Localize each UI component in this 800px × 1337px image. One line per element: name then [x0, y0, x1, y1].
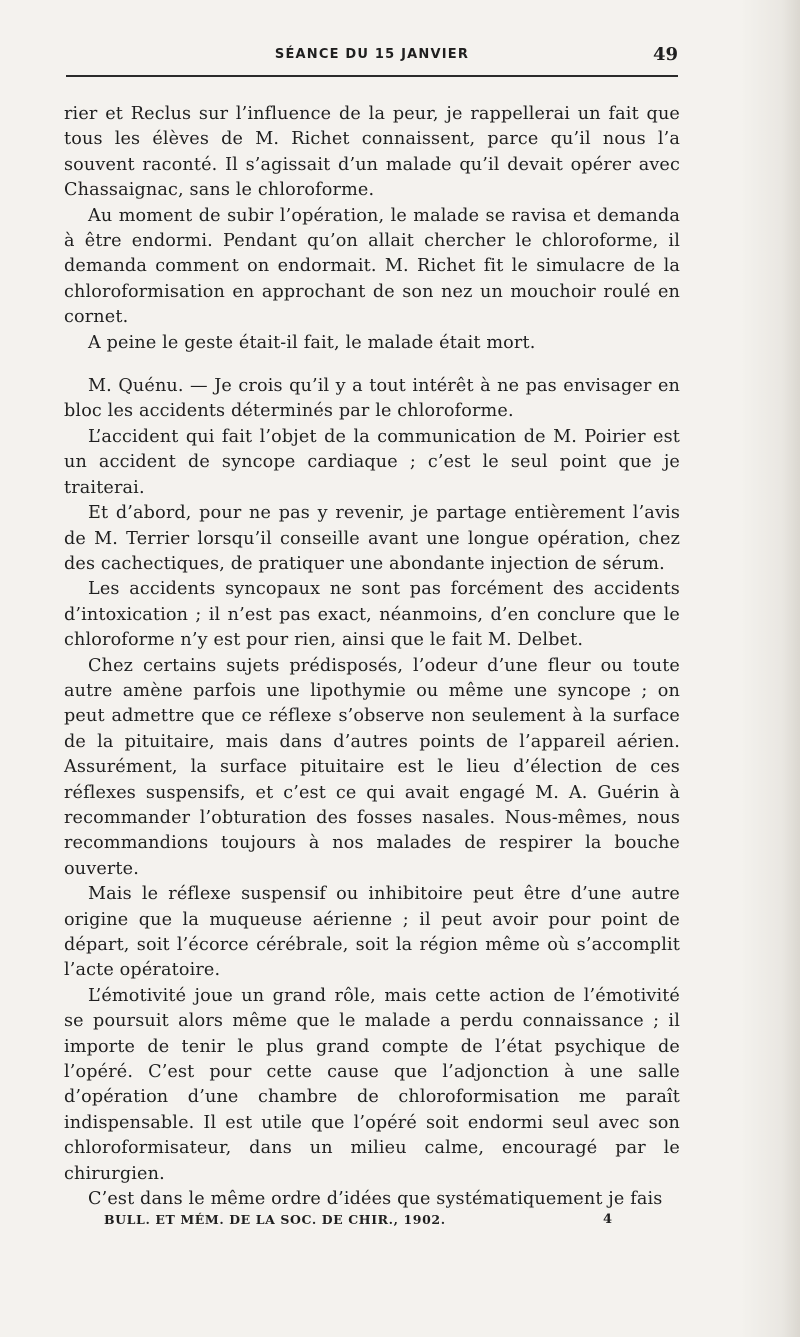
page-edge-shading — [740, 0, 800, 1337]
paragraph-continuation: rier et Reclus sur l’influence de la peur, je rappellerai un fait que tous les élèves de M. Richet connaissent, parce qu’il nous l’a souvent raconté. Il s’agissait d’un malade qu’il devait opérer avec Chassaignac, sans le chloroforme. — [64, 104, 680, 201]
page-number: 49 — [652, 44, 678, 65]
paragraph-speaker-quenu: M. Quénu. — Je crois qu’il y a tout intérêt à ne pas envisager en bloc les accidents déterminés par le chloroforme. — [64, 376, 680, 422]
paragraph: Et d’abord, pour ne pas y revenir, je partage entièrement l’avis de M. Terrier lorsqu’il conseille avant une longue opération, chez des cachectiques, de pratiquer une abondante injection de sérum. — [64, 503, 680, 574]
paragraph: C’est dans le même ordre d’idées que systématiquement je fais — [88, 1189, 663, 1210]
page-header — [64, 44, 680, 70]
paragraph: Chez certains sujets prédisposés, l’odeur d’une fleur ou toute autre amène parfois une lipothymie ou même une syncope ; on peut admettre que ce réflexe s’observe non seulement à la surface de la pituitaire, mais dans d’autres points de l’appareil aérien. Assurément, la surface pituitaire est le lieu d’élection de ces réflexes suspensifs, et c’est ce qui avait engagé M. A. Guérin à recommander l’obturation des fosses nasales. Nous-mêmes, nous recommandions toujours à nos malades de respirer la bouche ouverte. — [64, 655, 680, 879]
paragraph: Mais le réflexe suspensif ou inhibitoire peut être d’une autre origine que la muqueuse aérienne ; il peut avoir pour point de départ, soit l’écorce cérébrale, soit la région même où s’accomplit l’acte opératoire. — [64, 884, 680, 981]
paragraph: Au moment de subir l’opération, le malade se ravisa et demanda à être endormi. Pendant qu’on allait chercher le chloroforme, il demanda comment on endormait. M. Richet fit le simulacre de la chloroformisation en approchant de son nez un mouchoir roulé en cornet. — [64, 205, 680, 328]
paragraph: L’accident qui fait l’objet de la communication de M. Poirier est un accident de syncope cardiaque ; c’est le seul point que je traiterai. — [64, 426, 680, 498]
page-footer — [104, 1212, 624, 1232]
header-rule — [66, 75, 678, 77]
paragraph: L’émotivité joue un grand rôle, mais cette action de l’émotivité se poursuit alors même que le malade a perdu connaissance ; il importe de tenir le plus grand compte de l’état psychique de l’opéré. C’est pour cette cause que l’adjonction à une salle d’opération d’une chambre de chloroformisation me paraît indispensable. Il est utile que l’opéré soit endormi seul avec son chloroformisateur, dans un milieu calme, encouragé par le chirurgien. — [64, 985, 680, 1184]
footer-citation: BULL. ET MÉM. DE LA SOC. DE CHIR., 1902. — [104, 1212, 446, 1227]
signature-mark: 4 — [602, 1212, 612, 1227]
paragraph: A peine le geste était-il fait, le malade était mort. — [88, 332, 536, 353]
running-title: SÉANCE DU 15 JANVIER — [274, 47, 470, 62]
body-text — [64, 102, 680, 1212]
paragraph: Les accidents syncopaux ne sont pas forcément des accidents d’intoxication ; il n’est pas exact, néanmoins, d’en conclure que le chloroforme n’y est pour rien, ainsi que le fait M. Delbet. — [64, 579, 680, 651]
